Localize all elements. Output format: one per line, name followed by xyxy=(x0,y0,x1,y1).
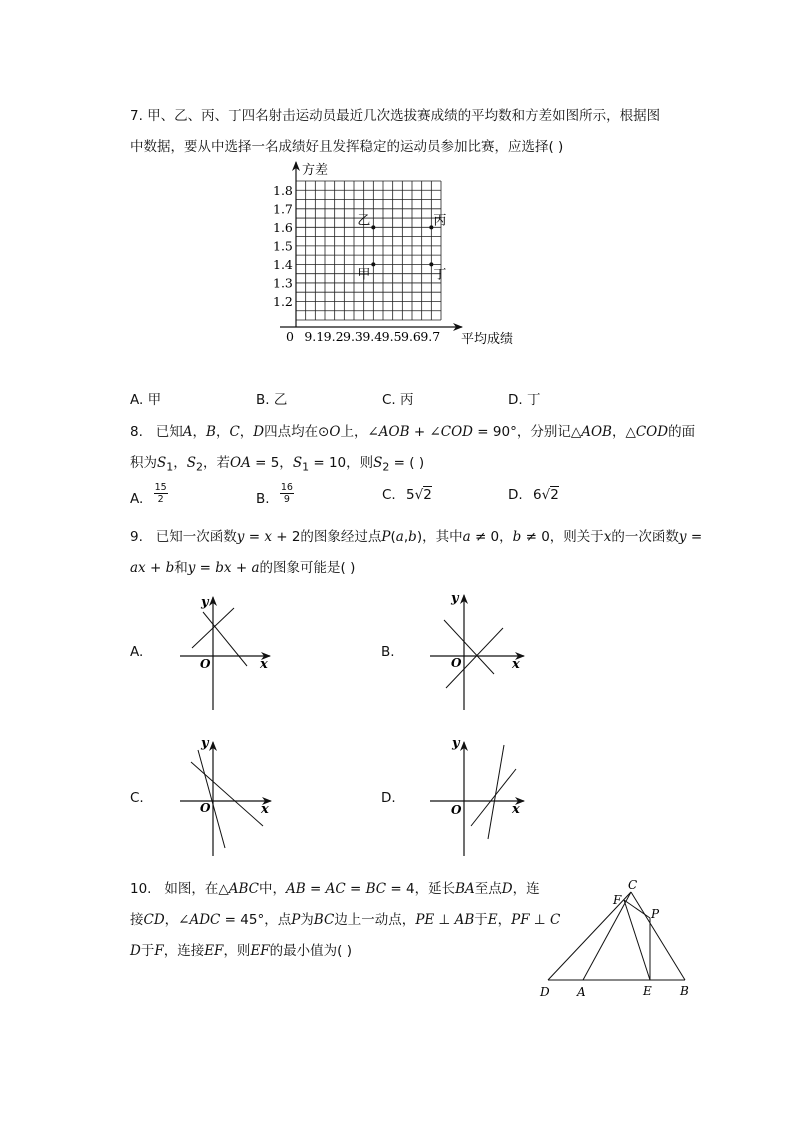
origin-label: O xyxy=(451,656,462,670)
y-axis-label: y xyxy=(451,591,459,606)
y-tick-label: 1.3 xyxy=(273,275,293,291)
point-a-label: A xyxy=(577,985,586,999)
point-d-label: D xyxy=(540,985,550,999)
q7-option-c[interactable]: C. 丙 xyxy=(382,392,414,408)
origin-label: O xyxy=(200,657,211,671)
q9-graph-c[interactable] xyxy=(178,732,298,862)
q9-option-b-label[interactable]: B. xyxy=(381,644,395,660)
point-c-label: C xyxy=(628,878,638,892)
x-axis-label: x xyxy=(261,802,269,817)
q9-option-d-label[interactable]: D. xyxy=(381,790,396,806)
x-tick-label: 9.2 xyxy=(323,329,344,344)
q10-stem-line3: D于F，连接EF，则EF的最小值为( ) xyxy=(130,943,352,959)
data-point-label: 丁 xyxy=(433,267,447,283)
point-f-label: F xyxy=(613,893,622,907)
x-tick-label: 9.5 xyxy=(381,329,402,344)
origin-label: O xyxy=(200,801,211,815)
y-axis-label: y xyxy=(201,736,209,751)
y-tick-label: 1.4 xyxy=(273,256,293,272)
y-tick-label: 1.7 xyxy=(273,201,293,217)
origin-label: O xyxy=(451,803,462,817)
q7-y-axis-label: 方差 xyxy=(302,163,329,178)
q9-option-a-label[interactable]: A. xyxy=(130,644,144,660)
y-tick-label: 1.5 xyxy=(273,238,293,254)
y-tick-label: 1.8 xyxy=(273,182,293,198)
q8-stem-line2: 积为$S_1$，$S_2$，若OA = 5，$S_1 = 10$，则$S_2$ = ( ) xyxy=(130,455,425,474)
q8-stem-line1: 8. 已知A，B，C，D四点均在⊙O上，∠AOB + ∠COD = 90°，分别记△AOB，△COD的面 xyxy=(130,424,696,440)
q9-graph-a[interactable] xyxy=(178,588,298,718)
q10-stem-line1: 10. 如图，在△ABC中，AB = AC = BC = 4，延长BA至点D，连 xyxy=(130,881,540,897)
function-line-2 xyxy=(191,762,263,826)
x-tick-label: 9.4 xyxy=(362,329,383,344)
x-tick-label: 9.3 xyxy=(343,329,363,344)
function-line-1 xyxy=(488,745,504,839)
line-fe xyxy=(624,900,650,980)
x-tick-label: 9.7 xyxy=(420,329,441,344)
q9-graph-d[interactable] xyxy=(428,732,558,862)
q10-triangle-figure xyxy=(536,874,706,1004)
q8-option-d[interactable]: D. 6√2 xyxy=(508,487,559,503)
y-tick-label: 1.2 xyxy=(273,293,293,309)
function-line-2 xyxy=(471,769,516,826)
q7-option-b[interactable]: B. 乙 xyxy=(256,392,288,408)
function-line-1 xyxy=(198,750,225,848)
data-point-3 xyxy=(429,262,433,266)
sqrt-sign: √ xyxy=(541,487,551,503)
q9-stem-line2: ax + b和y = bx + a的图象可能是( ) xyxy=(130,560,356,576)
x-tick-label: 9.1 xyxy=(304,329,325,344)
q9-option-c-label[interactable]: C. xyxy=(130,790,144,806)
line-ac xyxy=(583,892,631,980)
data-point-label: 乙 xyxy=(357,213,371,229)
data-point-label: 甲 xyxy=(357,267,371,283)
point-e-label: E xyxy=(643,984,652,998)
q10-stem-line2: 接CD，∠ADC = 45°，点P为BC边上一动点，PE ⊥ AB于E，PF ⊥ C xyxy=(130,912,561,928)
line-bc xyxy=(631,892,685,980)
q8-number: 8. xyxy=(130,424,143,440)
data-point-1 xyxy=(371,225,375,229)
x-axis-label: x xyxy=(260,657,268,672)
point-b-label: B xyxy=(680,984,689,998)
q8-option-b[interactable]: B. $\frac{16}{9}$ xyxy=(256,482,293,507)
sqrt-sign: √ xyxy=(414,487,424,503)
y-tick-label: 1.6 xyxy=(273,219,293,235)
q9-number: 9. xyxy=(130,529,143,545)
x-axis-label: x xyxy=(512,802,520,817)
q9-graph-b[interactable] xyxy=(428,586,558,716)
q7-stem-line1: 7. 甲、乙、丙、丁四名射击运动员最近几次选拔赛成绩的平均数和方差如图所示，根据图 xyxy=(130,108,661,124)
q7-stem-line2: 中数据，要从中选择一名成绩好且发挥稳定的运动员参加比赛，应选择( ) xyxy=(130,139,564,155)
q9-stem-line1: 9. 已知一次函数y = x + 2的图象经过点P(a,b)，其中a ≠ 0，b ≠ 0，则关于x的一次函数y = xyxy=(130,529,703,545)
q7-origin-label: 0 xyxy=(286,329,294,344)
data-point-0 xyxy=(371,262,375,266)
q10-number: 10. xyxy=(130,881,152,897)
q7-option-a[interactable]: A. 甲 xyxy=(130,392,162,408)
data-point-label: 丙 xyxy=(433,213,447,229)
y-axis-label: y xyxy=(201,595,209,610)
q7-x-axis-label: 平均成绩 xyxy=(461,332,514,347)
q8-option-a[interactable]: A. $\frac{15}{2}$ xyxy=(130,482,167,507)
q7-option-d[interactable]: D. 丁 xyxy=(508,392,541,408)
q8-option-c[interactable]: C. 5√2 xyxy=(382,487,432,503)
y-axis-label: y xyxy=(452,736,460,751)
x-axis-label: x xyxy=(512,657,520,672)
point-p-label: P xyxy=(651,907,660,921)
q7-scatter-chart xyxy=(262,160,542,350)
x-tick-label: 9.6 xyxy=(401,329,421,344)
